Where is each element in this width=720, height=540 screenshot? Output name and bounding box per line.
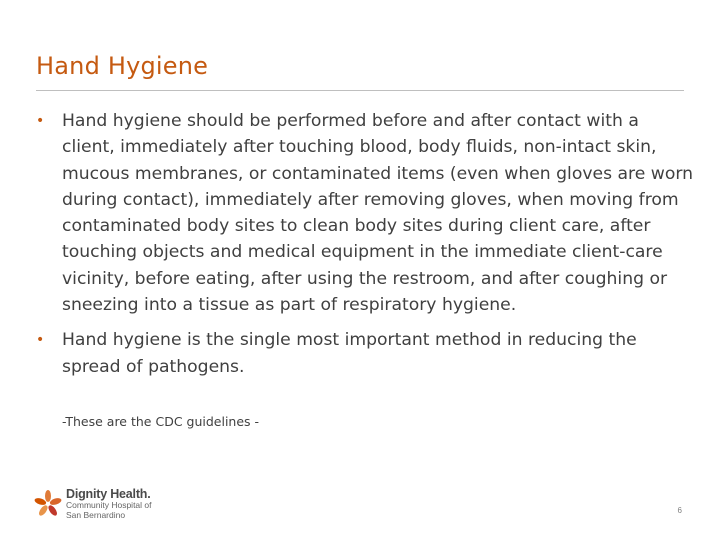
bullet-item (36, 327, 696, 380)
logo-brand-name: Dignity Health. (66, 487, 151, 501)
dignity-health-star-icon (34, 489, 62, 519)
page-number: 6 (677, 506, 682, 515)
bullet-text: Hand hygiene is the single most important method in reducing the spread of pathogens. (62, 330, 637, 377)
slide-title: Hand Hygiene (36, 52, 209, 80)
bullet-item (36, 108, 696, 318)
bullet-dot: • (36, 332, 45, 349)
title-divider (36, 90, 684, 91)
bullet-list (36, 108, 696, 380)
dignity-health-logo (34, 487, 152, 520)
logo-text (66, 487, 152, 520)
cdc-note: -These are the CDC guidelines - (62, 414, 260, 429)
bullet-dot: • (36, 113, 45, 129)
logo-subtitle-line2: San Bernardino (66, 509, 126, 520)
bullet-text: Hand hygiene should be performed before and after contact with a client, immediately after touching blood, body fluids, non-intact skin, mucous membranes, or contaminated items (even when gloves are worn during contact), immediately after removing gloves, when moving from contaminated body sites to clean body sites during client care, after touching objects and medical equipment in the immediate client-care vicinity, before eating, after using the restroom, and after coughing or sneezing into a tissue as part of respiratory hygiene. (62, 111, 694, 316)
logo-subtitle-line1: Community Hospital of (66, 500, 152, 510)
